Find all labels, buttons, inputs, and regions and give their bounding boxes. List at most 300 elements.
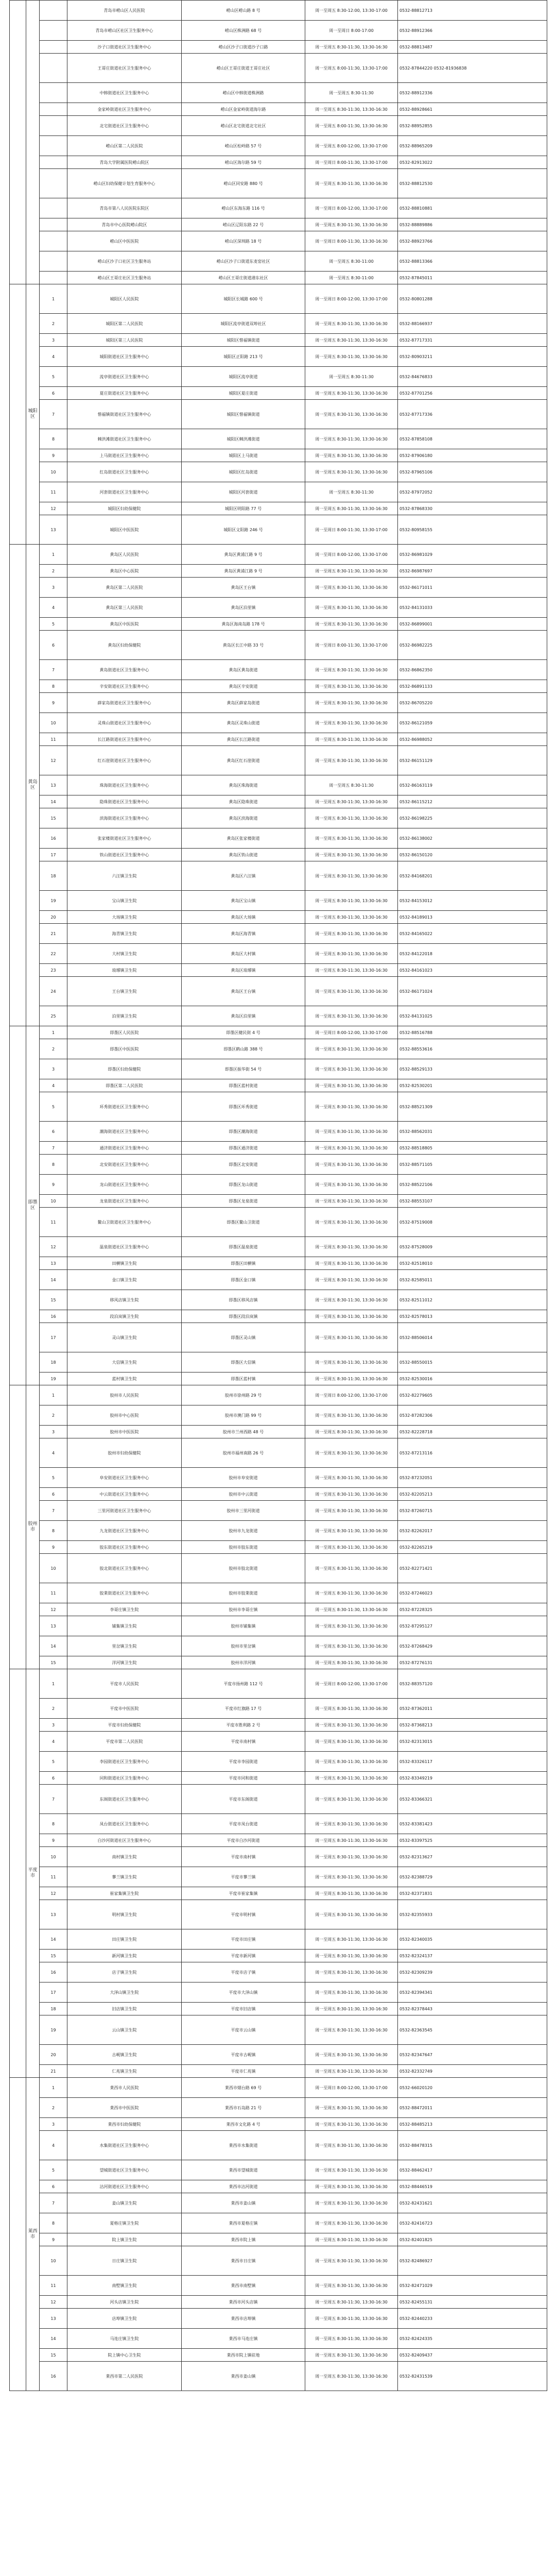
facility-name: 新河镇卫生院 (67, 1950, 182, 1962)
row-index (40, 198, 67, 218)
contact-phone: 0532-82416723 (398, 2213, 547, 2233)
row-index (40, 41, 67, 54)
table-row (10, 1006, 547, 1026)
service-hours: 周一至周五 8:30-11:30, 13:30-16:30 (305, 1900, 398, 1929)
table-row (10, 21, 547, 41)
facility-name: 李园街道社区卫生服务中心 (67, 1752, 182, 1772)
facility-address: 黄岛区长江路街道 (182, 733, 305, 746)
contact-phone: 0532-87858108 (398, 429, 547, 449)
facility-name: 黄岛区中心医院 (67, 565, 182, 578)
contact-phone: 0532-88812530 (398, 169, 547, 198)
facility-address: 崂山区北宅街道北宅社区 (182, 116, 305, 136)
facility-address: 莱西市院上镇 (182, 2233, 305, 2246)
row-index: 21 (40, 2065, 67, 2078)
facility-name: 张家楼街道社区卫生服务中心 (67, 828, 182, 849)
facility-address: 黄岛区薛家岛街道 (182, 693, 305, 713)
service-hours: 周一至周五 8:30-11:30, 13:30-16:30 (305, 1950, 398, 1962)
service-hours: 周一至周五 8:30-11:30 (305, 83, 398, 103)
facility-address: 即墨区金口镇 (182, 1270, 305, 1290)
table-row (10, 334, 547, 347)
row-index: 19 (40, 1372, 67, 1385)
district-label: 黄岛区 (26, 545, 40, 1026)
facility-address: 黄岛区王台镇 (182, 578, 305, 598)
service-hours: 周一至周五 8:30-11:30, 13:30-16:30 (305, 1488, 398, 1501)
contact-phone: 0532-88889886 (398, 218, 547, 231)
table-row (10, 103, 547, 116)
facility-name: 云山镇卫生院 (67, 2015, 182, 2045)
facility-name: 莱西市第二人民医院 (67, 2362, 182, 2391)
service-hours: 周一至周五 8:30-11:30, 13:30-16:30 (305, 2065, 398, 2078)
service-hours: 周一至周五 8:30-11:30, 13:30-16:30 (305, 891, 398, 911)
contact-phone: 0532-86198225 (398, 808, 547, 828)
row-index: 12 (40, 1603, 67, 1616)
contact-phone: 0532-88952855 (398, 116, 547, 136)
contact-phone: 0532-82388729 (398, 1867, 547, 1887)
facility-address: 黄岛区辛安街道 (182, 680, 305, 693)
facility-address: 黄岛区泊里镇 (182, 598, 305, 618)
facility-address: 平度市胜利路 2 号 (182, 1719, 305, 1732)
table-row (10, 977, 547, 1006)
row-index: 11 (40, 1583, 67, 1603)
service-hours: 周一至周日 8:00-12:00, 13:30-17:00 (305, 2078, 398, 2098)
table-row (10, 387, 547, 400)
facility-name: 店埠镇卫生院 (67, 2309, 182, 2329)
service-hours: 周一至周五 8:30-11:30, 13:30-16:30 (305, 1142, 398, 1155)
service-hours: 周一至周日 8:00-12:00, 13:30-17:00 (305, 284, 398, 314)
contact-phone: 0532-84165022 (398, 924, 547, 944)
facility-address: 崂山区东海东路 116 号 (182, 198, 305, 218)
service-hours: 周一至周五 8:30-11:30 (305, 775, 398, 795)
facility-address: 胶州市胶莱街道 (182, 1583, 305, 1603)
facility-address: 平度市凤台街道 (182, 1814, 305, 1834)
table-row (10, 1929, 547, 1950)
contact-phone: 0532-87844220 0532-81936838 (398, 54, 547, 83)
service-hours: 周一至周五 8:30-11:30, 13:30-16:30 (305, 2160, 398, 2180)
contact-phone: 0532-84161023 (398, 964, 547, 977)
table-row (10, 2131, 547, 2160)
facility-name: 黄岛区第三人民医院 (67, 598, 182, 618)
table-row (10, 631, 547, 660)
contact-phone: 0532-84153012 (398, 891, 547, 911)
contact-phone: 0532-88912336 (398, 83, 547, 103)
facility-address: 崂山区松岭路 57 号 (182, 136, 305, 156)
row-index: 14 (40, 1270, 67, 1290)
facility-address: 莱西市夏格庄镇 (182, 2213, 305, 2233)
facility-address: 崂山区金家岭街道海尔路 (182, 103, 305, 116)
row-index: 5 (40, 618, 67, 631)
facility-address: 即墨区龙泉街道 (182, 1195, 305, 1208)
table-row (10, 1732, 547, 1752)
row-index: 19 (40, 891, 67, 911)
table-row (10, 1059, 547, 1079)
facility-name: 长江路街道社区卫生服务中心 (67, 733, 182, 746)
row-index: 12 (40, 746, 67, 775)
row-index: 14 (40, 2329, 67, 2349)
contact-phone: 0532-82409437 (398, 2349, 547, 2362)
table-row (10, 2078, 547, 2098)
service-hours: 周一至周五 8:30-11:30, 13:30-16:30 (305, 2246, 398, 2276)
row-index: 9 (40, 1834, 67, 1847)
facility-name: 古岘镇卫生院 (67, 2045, 182, 2065)
table-row (10, 1772, 547, 1785)
table-row (10, 272, 547, 284)
facility-address: 平度市古岘镇 (182, 2045, 305, 2065)
contact-phone: 0532-88912366 (398, 21, 547, 41)
facility-name: 隐珠街道社区卫生服务中心 (67, 795, 182, 808)
row-index: 7 (40, 1142, 67, 1155)
row-index (40, 231, 67, 251)
table-row (10, 1867, 547, 1887)
facility-name: 即墨区第二人民医院 (67, 1079, 182, 1092)
service-hours: 周一至周五 8:30-11:30, 13:30-16:30 (305, 733, 398, 746)
row-index: 7 (40, 660, 67, 680)
service-hours: 周一至周日 8:00-12:00, 13:30-17:00 (305, 1385, 398, 1405)
service-hours: 周一至周五 8:30-11:30, 13:30-16:30 (305, 1405, 398, 1426)
facility-name: 宝山镇卫生院 (67, 891, 182, 911)
facility-name: 北安街道社区卫生服务中心 (67, 1155, 182, 1175)
facility-name: 胶州市中心医院 (67, 1405, 182, 1426)
row-index: 16 (40, 1962, 67, 1982)
facility-name: 鳌山卫街道社区卫生服务中心 (67, 1208, 182, 1237)
service-hours: 周一至周五 8:30-11:30, 13:30-16:30 (305, 1006, 398, 1026)
facility-address: 莱西市烟台路 69 号 (182, 2078, 305, 2098)
service-hours: 周一至周五 8:30-11:30, 13:30-16:30 (305, 1814, 398, 1834)
contact-phone: 0532-87868330 (398, 502, 547, 515)
contact-phone: 0532-82340035 (398, 1929, 547, 1950)
facility-address: 黄岛区铁山街道 (182, 849, 305, 861)
facility-address: 胶州市澳门路 99 号 (182, 1405, 305, 1426)
facility-name: 中韩街道社区卫生服务中心 (67, 83, 182, 103)
facility-address: 平度市同和街道 (182, 1772, 305, 1785)
table-row (10, 1352, 547, 1372)
facility-address: 城阳区惜福镇街道 (182, 334, 305, 347)
contact-phone: 0532-88506014 (398, 1323, 547, 1352)
facility-name: 胶州市人民医院 (67, 1385, 182, 1405)
service-hours: 周一至周日 8:00-11:30, 13:30-16:30 (305, 231, 398, 251)
table-row (10, 1962, 547, 1982)
contact-phone: 0532-88965209 (398, 136, 547, 156)
facility-address: 平度市蓼兰镇 (182, 1867, 305, 1887)
row-index: 15 (40, 1290, 67, 1310)
table-row (10, 924, 547, 944)
table-row (10, 83, 547, 103)
table-row (10, 1950, 547, 1962)
facility-name: 旧店镇卫生院 (67, 2003, 182, 2015)
facility-address: 莱西市日庄镇 (182, 2246, 305, 2276)
facility-name: 夏庄街道社区卫生服务中心 (67, 387, 182, 400)
facility-address: 平度市李园街道 (182, 1752, 305, 1772)
facility-address: 黄岛区泊里镇 (182, 1006, 305, 1026)
district-label (26, 1, 40, 284)
service-hours: 周一至周五 8:30-11:30, 13:30-16:30 (305, 2362, 398, 2391)
facility-name: 莱西市人民医院 (67, 2078, 182, 2098)
contact-phone: 0532-84131025 (398, 1006, 547, 1026)
table-row (10, 808, 547, 828)
facility-name: 惜福镇街道社区卫生服务中心 (67, 400, 182, 429)
table-row (10, 251, 547, 272)
facility-address: 平度市新河镇 (182, 1950, 305, 1962)
facility-table-body (10, 1, 547, 2391)
table-row (10, 2045, 547, 2065)
facility-name: 珠海街道社区卫生服务中心 (67, 775, 182, 795)
facility-address: 莱西市马连庄镇 (182, 2329, 305, 2349)
row-index: 3 (40, 1426, 67, 1438)
contact-phone: 0532-88550015 (398, 1352, 547, 1372)
row-index: 6 (40, 387, 67, 400)
service-hours: 周一至周五 8:30-12:00, 13:30-17:00 (305, 1, 398, 21)
facility-address: 城阳区明阳路 77 号 (182, 502, 305, 515)
facility-name: 崂山区中医医院 (67, 231, 182, 251)
contact-phone: 0532-82205213 (398, 1488, 547, 1501)
row-index: 17 (40, 849, 67, 861)
row-index: 20 (40, 2045, 67, 2065)
service-hours: 周一至周五 8:30-11:30, 13:30-16:30 (305, 1752, 398, 1772)
table-row (10, 156, 547, 169)
table-row (10, 1814, 547, 1834)
service-hours: 周一至周五 8:30-11:30, 13:30-16:30 (305, 861, 398, 891)
contact-phone: 0532-86171011 (398, 578, 547, 598)
facility-name: 青岛市崂山区人民医院 (67, 1, 182, 21)
table-row (10, 1719, 547, 1732)
service-hours: 周一至周五 8:30-11:30, 13:30-16:30 (305, 2015, 398, 2045)
row-index: 18 (40, 2003, 67, 2015)
table-row (10, 1616, 547, 1636)
service-hours: 周一至周五 8:30-11:30, 13:30-16:30 (305, 1059, 398, 1079)
contact-phone: 0532-80903211 (398, 347, 547, 367)
service-hours: 周一至周五 8:30-11:30, 13:30-16:30 (305, 1521, 398, 1541)
row-index: 10 (40, 1554, 67, 1583)
facility-address: 莱西市望城街道 (182, 2160, 305, 2180)
row-index: 8 (40, 429, 67, 449)
row-index: 4 (40, 1079, 67, 1092)
table-row (10, 502, 547, 515)
facility-address: 平度市明村镇 (182, 1900, 305, 1929)
contact-phone: 0532-87276131 (398, 1656, 547, 1669)
table-row (10, 680, 547, 693)
facility-name: 红石崖街道社区卫生服务中心 (67, 746, 182, 775)
facility-name: 铺集镇卫生院 (67, 1616, 182, 1636)
contact-phone: 0532-83397525 (398, 1834, 547, 1847)
facility-address: 黄岛区黄浦江路 9 号 (182, 545, 305, 565)
facility-name: 东阁街道社区卫生服务中心 (67, 1785, 182, 1814)
district-label: 城阳区 (26, 284, 40, 545)
service-hours: 周一至周五 8:30-11:30, 13:30-16:30 (305, 314, 398, 334)
service-hours: 周一至周五 8:30-11:30, 13:30-16:30 (305, 924, 398, 944)
facility-name: 胶莱街道社区卫生服务中心 (67, 1583, 182, 1603)
service-hours: 周一至周五 8:30-11:30, 13:30-16:30 (305, 1352, 398, 1372)
facility-name: 城阳区第二人民医院 (67, 314, 182, 334)
facility-name: 六汪镇卫生院 (67, 861, 182, 891)
facility-name: 即墨区人民医院 (67, 1026, 182, 1039)
facility-name: 城阳街道社区卫生服务中心 (67, 347, 182, 367)
facility-address: 崂山区王哥庄街道王哥庄社区 (182, 54, 305, 83)
row-index: 13 (40, 1900, 67, 1929)
service-hours: 周一至周五 8:30-11:30, 13:30-16:30 (305, 1636, 398, 1656)
service-hours: 周一至周五 8:30-11:30, 13:30-16:30 (305, 449, 398, 462)
document-sheet (9, 0, 547, 2391)
contact-phone: 0532-80958155 (398, 515, 547, 545)
row-index: 11 (40, 482, 67, 502)
facility-name: 胶州市中医医院 (67, 1426, 182, 1438)
facility-address: 城阳区流亭街道双埠社区 (182, 314, 305, 334)
contact-phone: 0532-82279605 (398, 1385, 547, 1405)
table-row (10, 733, 547, 746)
table-row (10, 1092, 547, 1122)
facility-name: 泊里镇卫生院 (67, 1006, 182, 1026)
row-index (40, 1, 67, 21)
table-row (10, 1175, 547, 1195)
table-row (10, 218, 547, 231)
service-hours: 周一至周五 8:30-11:30, 13:30-16:30 (305, 977, 398, 1006)
contact-phone: 0532-88810881 (398, 198, 547, 218)
table-row (10, 1208, 547, 1237)
contact-phone: 0532-82440233 (398, 2309, 547, 2329)
contact-phone: 0532-88472011 (398, 2098, 547, 2118)
facility-address: 平度市崔家集镇 (182, 1887, 305, 1900)
facility-name: 铁山街道社区卫生服务中心 (67, 849, 182, 861)
facility-address: 黄岛区大村镇 (182, 944, 305, 964)
facility-name: 青岛市崂山区社区卫生服务中心 (67, 21, 182, 41)
service-hours: 周一至周五 8:30-11:30, 13:30-16:30 (305, 1834, 398, 1847)
facility-address: 莱西市文化路 4 号 (182, 2118, 305, 2131)
row-index: 10 (40, 2246, 67, 2276)
contact-phone: 0532-82913022 (398, 156, 547, 169)
row-index: 1 (40, 545, 67, 565)
row-index: 20 (40, 911, 67, 924)
facility-name: 望城街道社区卫生服务中心 (67, 2160, 182, 2180)
contact-phone: 0532-88923766 (398, 231, 547, 251)
table-row (10, 1501, 547, 1521)
facility-address: 平度市南村镇 (182, 1732, 305, 1752)
facility-address: 黄岛区隐珠街道 (182, 795, 305, 808)
facility-address: 平度市田庄镇 (182, 1929, 305, 1950)
facility-address: 平度市云山镇 (182, 2015, 305, 2045)
contact-phone: 0532-88478315 (398, 2131, 547, 2160)
row-index: 3 (40, 1059, 67, 1079)
facility-address: 黄岛区张家楼街道 (182, 828, 305, 849)
facility-address: 即墨区蓝村镇 (182, 1372, 305, 1385)
facility-name: 莱西市妇幼保健院 (67, 2118, 182, 2131)
facility-name: 院上镇卫生院 (67, 2233, 182, 2246)
table-row (10, 660, 547, 680)
contact-phone: 0532-87232051 (398, 1468, 547, 1488)
facility-name: 青岛市第八人民医院东院区 (67, 198, 182, 218)
table-row (10, 2065, 547, 2078)
facility-name: 环秀街道社区卫生服务中心 (67, 1092, 182, 1122)
table-row (10, 861, 547, 891)
table-row (10, 2309, 547, 2329)
contact-phone: 0532-88357120 (398, 1669, 547, 1699)
table-row (10, 2233, 547, 2246)
service-hours: 周一至周五 8:30-11:30, 13:30-16:30 (305, 1257, 398, 1270)
facility-name: 南墅镇卫生院 (67, 2276, 182, 2296)
facility-address: 莱西市院上镇驻地 (182, 2349, 305, 2362)
service-hours: 周一至周五 8:30-11:30, 13:30-16:30 (305, 103, 398, 116)
facility-name: 明村镇卫生院 (67, 1900, 182, 1929)
service-hours: 周一至周五 8:30-11:30, 13:30-16:30 (305, 1541, 398, 1554)
row-index: 10 (40, 713, 67, 733)
table-row (10, 1, 547, 21)
facility-name: 崂山区沙子口社区卫生服务站 (67, 251, 182, 272)
service-hours: 周一至周五 8:30-11:30, 13:30-16:30 (305, 2213, 398, 2233)
service-hours: 周一至周五 8:30-11:30, 13:30-16:30 (305, 660, 398, 680)
service-hours: 周一至周五 8:30-11:30, 13:30-16:30 (305, 2296, 398, 2309)
contact-phone: 0532-84131033 (398, 598, 547, 618)
facility-address: 胶州市三里河街道 (182, 1501, 305, 1521)
facility-name: 平度市中医医院 (67, 1699, 182, 1719)
facility-address: 胶州市胶北街道 (182, 1554, 305, 1583)
facility-address: 城阳区夏庄街道 (182, 387, 305, 400)
service-hours: 周一至周五 8:30-11:30, 13:30-16:30 (305, 1603, 398, 1616)
facility-name: 李哥庄镇卫生院 (67, 1603, 182, 1616)
contact-phone: 0532-87246023 (398, 1583, 547, 1603)
facility-address: 胶州市阜安街道 (182, 1468, 305, 1488)
contact-phone: 0532-82378443 (398, 2003, 547, 2015)
service-hours: 周一至周五 8:30-11:30, 13:30-16:30 (305, 1656, 398, 1669)
facility-name: 河套街道社区卫生服务中心 (67, 482, 182, 502)
contact-phone: 0532-88516788 (398, 1026, 547, 1039)
contact-phone: 0532-86987697 (398, 565, 547, 578)
service-hours: 周一至周五 8:30-11:30, 13:30-16:30 (305, 795, 398, 808)
contact-phone: 0532-86138002 (398, 828, 547, 849)
row-index: 11 (40, 1208, 67, 1237)
facility-name: 薛家岛街道社区卫生服务中心 (67, 693, 182, 713)
facility-name: 黄岛街道社区卫生服务中心 (67, 660, 182, 680)
facility-name: 院上镇中心卫生院 (67, 2349, 182, 2362)
row-index: 18 (40, 1352, 67, 1372)
facility-name: 仁兆镇卫生院 (67, 2065, 182, 2078)
contact-phone: 0532-88485213 (398, 2118, 547, 2131)
table-row (10, 828, 547, 849)
service-hours: 周一至周五 8:30-11:30, 13:30-16:30 (305, 1583, 398, 1603)
contact-phone: 0532-87972052 (398, 482, 547, 502)
contact-phone: 0532-82363545 (398, 2015, 547, 2045)
contact-phone: 0532-88928661 (398, 103, 547, 116)
facility-name: 大信镇卫生院 (67, 1352, 182, 1372)
contact-phone: 0532-87701256 (398, 387, 547, 400)
contact-phone: 0532-82265219 (398, 1541, 547, 1554)
contact-phone: 0532-82332749 (398, 2065, 547, 2078)
contact-phone: 0532-88446519 (398, 2180, 547, 2193)
facility-address: 胶州市徐州路 29 号 (182, 1385, 305, 1405)
contact-phone: 0532-83381423 (398, 1814, 547, 1834)
row-index: 6 (40, 1772, 67, 1785)
service-hours: 周一至周五 8:30-11:30, 13:30-16:30 (305, 347, 398, 367)
contact-phone: 0532-87282306 (398, 1405, 547, 1426)
facility-name: 城阳区中医医院 (67, 515, 182, 545)
facility-address: 黄岛区珠海街道 (182, 775, 305, 795)
row-index: 10 (40, 462, 67, 482)
row-index: 16 (40, 1310, 67, 1323)
facility-name: 阜安街道社区卫生服务中心 (67, 1468, 182, 1488)
facility-address: 城阳区棘洪滩街道 (182, 429, 305, 449)
facility-name: 北宅街道社区卫生服务中心 (67, 116, 182, 136)
row-index: 16 (40, 828, 67, 849)
contact-phone: 0532-88166937 (398, 314, 547, 334)
facility-address: 城阳区河套街道 (182, 482, 305, 502)
row-index: 5 (40, 367, 67, 387)
service-hours: 周一至周五 8:30-11:30, 13:30-16:30 (305, 1554, 398, 1583)
facility-address: 黄岛区长江中路 33 号 (182, 631, 305, 660)
contact-phone: 0532-88553107 (398, 1195, 547, 1208)
facility-name: 金家岭街道社区卫生服务中心 (67, 103, 182, 116)
facility-address: 崂山区中韩街道株洲路 (182, 83, 305, 103)
facility-address: 即墨区温泉街道 (182, 1237, 305, 1257)
facility-address: 黄岛区黄浦江路 9 号 (182, 565, 305, 578)
row-index: 8 (40, 1155, 67, 1175)
table-row (10, 231, 547, 251)
facility-address: 黄岛区灵珠山街道 (182, 713, 305, 733)
